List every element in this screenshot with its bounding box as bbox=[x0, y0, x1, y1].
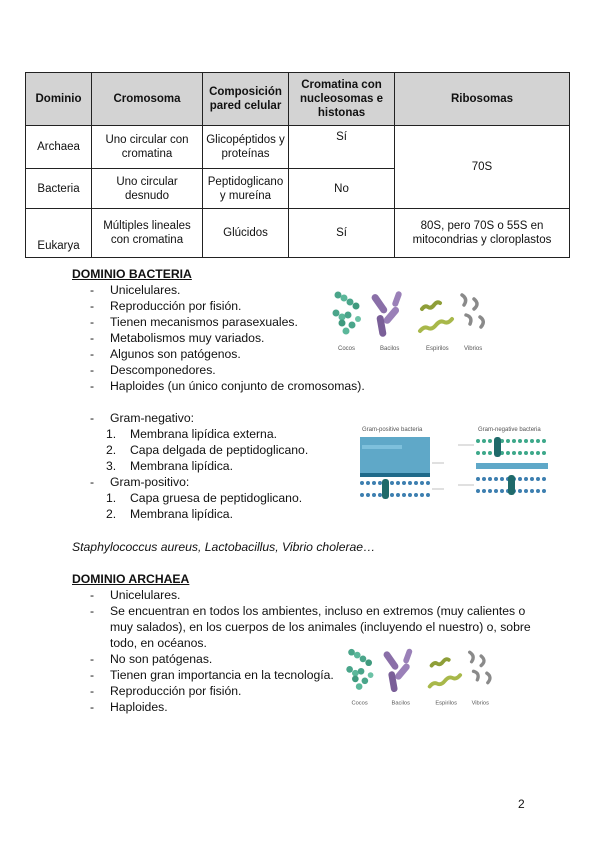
cell-ribosomas: 80S, pero 70S o 55S en mitocondrias y cloroplastos bbox=[395, 209, 570, 258]
bacteria-morphology-figure bbox=[328, 287, 498, 355]
domains-table bbox=[25, 72, 570, 258]
label-bacilos: Bacilos bbox=[391, 700, 410, 707]
label-vibrios: Vibrios bbox=[471, 700, 489, 707]
label-vibrios: Vibrios bbox=[464, 346, 483, 352]
gram-positive-list bbox=[72, 490, 365, 522]
gram-negative-item bbox=[72, 410, 365, 474]
cocci-icon bbox=[333, 292, 362, 335]
cell-cromosoma: Uno circular con cromatina bbox=[92, 126, 203, 169]
list-item: - Descomponedores. bbox=[72, 362, 365, 378]
spirilla-icon bbox=[430, 659, 460, 686]
header-cromatina: Cromatina con nucleosomas e histonas bbox=[289, 73, 395, 126]
list-item: - Tienen gran importancia en la tecnología. bbox=[72, 667, 532, 683]
cell-pared: Glúcidos bbox=[203, 209, 289, 258]
section-bacteria bbox=[72, 266, 365, 522]
label-espirilos: Espirilos bbox=[426, 346, 449, 352]
spirilla-icon bbox=[420, 302, 452, 331]
list-item: - Tienen mecanismos parasexuales. bbox=[72, 314, 365, 330]
cell-dominio: Archaea bbox=[26, 126, 92, 169]
cell-ribosomas-70s: 70S bbox=[395, 126, 570, 209]
list-item: 1. Capa gruesa de peptidoglicano. bbox=[106, 491, 303, 505]
header-pared: Composición pared celular bbox=[203, 73, 289, 126]
label-espirilos: Espirilos bbox=[435, 700, 457, 707]
label-gram-negative: Gram-negative bacteria bbox=[478, 427, 541, 433]
cocci-icon bbox=[346, 649, 373, 690]
bacilli-icon bbox=[370, 290, 402, 337]
cell-dominio: Eukarya bbox=[26, 209, 92, 258]
gram-positive-label: Gram-positivo: bbox=[110, 475, 190, 489]
archaea-morphology-figure bbox=[342, 643, 504, 711]
label-cocos: Cocos bbox=[338, 346, 356, 352]
label-gram-positive: Gram-positive bacteria bbox=[362, 427, 423, 433]
list-item: - Algunos son patógenos. bbox=[72, 346, 365, 362]
list-item: 3. Membrana lipídica. bbox=[106, 459, 233, 473]
list-item: 2. Membrana lipídica. bbox=[106, 507, 233, 521]
table-header-row bbox=[26, 73, 570, 126]
list-item: - Unicelulares. bbox=[72, 587, 532, 603]
list-item: - Reproducción por fisión. bbox=[72, 298, 365, 314]
list-item: - Se encuentran en todos los ambientes, incluso en extremos (muy calientes o muy salados), en los cuerpos de los animales (incluyendo el nuestro) o, sobre todo, en océanos. bbox=[72, 603, 532, 651]
list-item: - Metabolismos muy variados. bbox=[72, 330, 365, 346]
gram-positive-wall-icon bbox=[360, 427, 444, 499]
gram-positive-item bbox=[72, 474, 365, 522]
cell-wall-figure bbox=[358, 423, 550, 507]
cell-cromatina: Sí bbox=[289, 126, 395, 169]
bacilli-icon bbox=[382, 648, 413, 693]
page-number: 2 bbox=[518, 797, 525, 811]
table-row bbox=[26, 126, 570, 169]
heading-bacteria: DOMINIO BACTERIA bbox=[72, 267, 192, 281]
list-item: - Haploides (un único conjunto de cromosomas). bbox=[72, 378, 365, 394]
list-item: 1. Membrana lipídica externa. bbox=[106, 427, 277, 441]
list-item: 2. Capa delgada de peptidoglicano. bbox=[106, 443, 309, 457]
vibrio-icon bbox=[462, 295, 483, 327]
list-item: - Reproducción por fisión. bbox=[72, 683, 532, 699]
cell-cromatina: Sí bbox=[289, 209, 395, 258]
cell-pared: Glicopéptidos y proteínas bbox=[203, 126, 289, 169]
heading-archaea: DOMINIO ARCHAEA bbox=[72, 572, 190, 586]
list-item: - No son patógenas. bbox=[72, 651, 532, 667]
cell-cromosoma: Uno circular desnudo bbox=[92, 169, 203, 209]
list-item: - Haploides. bbox=[72, 699, 532, 715]
header-dominio: Dominio bbox=[26, 73, 92, 126]
cell-cromosoma: Múltiples lineales con cromatina bbox=[92, 209, 203, 258]
label-bacilos: Bacilos bbox=[380, 346, 400, 352]
gram-negative-wall-icon bbox=[458, 427, 548, 495]
bacteria-examples: Staphylococcus aureus, Lactobacillus, Vibrio cholerae… bbox=[72, 540, 376, 554]
label-cocos: Cocos bbox=[351, 700, 368, 707]
list-item: - Unicelulares. bbox=[72, 282, 365, 298]
cell-pared: Peptidoglicano y mureína bbox=[203, 169, 289, 209]
cell-cromatina: No bbox=[289, 169, 395, 209]
cell-dominio: Bacteria bbox=[26, 169, 92, 209]
header-cromosoma: Cromosoma bbox=[92, 73, 203, 126]
gram-negative-label: Gram-negativo: bbox=[110, 411, 194, 425]
bacteria-list bbox=[72, 282, 365, 522]
gram-negative-list bbox=[72, 426, 365, 474]
vibrio-icon bbox=[470, 652, 490, 682]
header-ribosomas: Ribosomas bbox=[395, 73, 570, 126]
table-row bbox=[26, 209, 570, 258]
